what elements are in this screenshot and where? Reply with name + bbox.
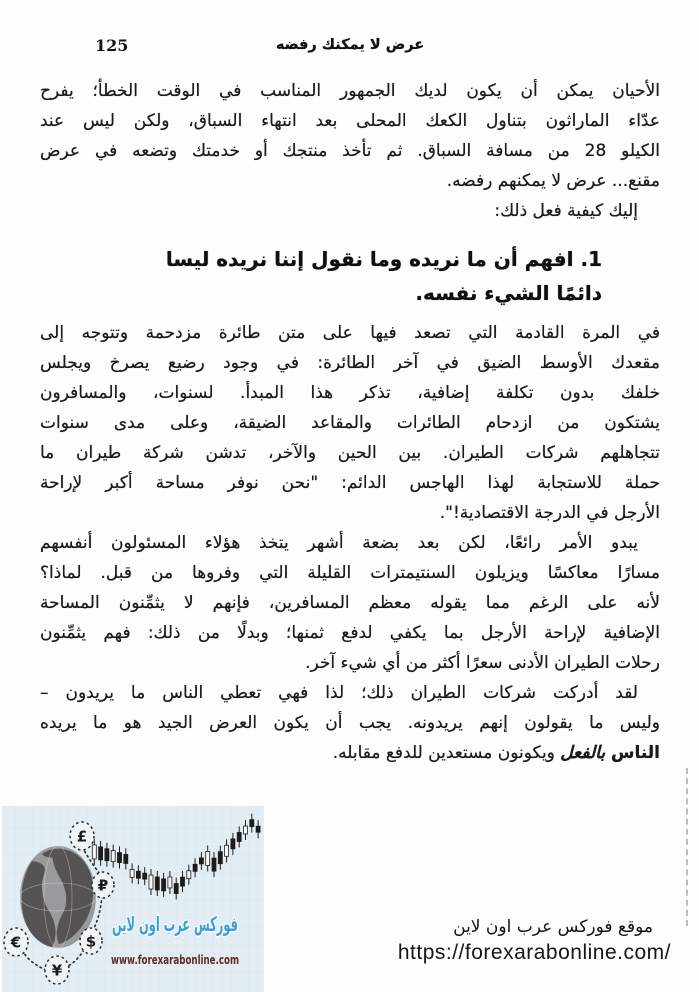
text-line: مقنع... عرض لا يمكنهم رفضه. xyxy=(446,171,660,191)
text-line: في المرة القادمة التي تصعد فيها على متن طائرة مزدحمة وتتوجه إلى xyxy=(40,323,660,343)
text-line: لأنه على الرغم مما يقوله معظم المسافرين، فإنهم لا يثمِّنون المساحة xyxy=(40,593,660,613)
text-line xyxy=(40,738,660,768)
svg-text:€: € xyxy=(10,933,22,952)
currency-badge-icon xyxy=(4,928,28,956)
watermark-url-text: www.forexarabonline.com xyxy=(111,952,239,967)
text-line: وليس ما يقولون إنهم يريدونه. يجب أن يكون العرض الجيد هو ما يريده xyxy=(40,713,660,733)
heading-line: 1. افهم أن ما نريده وما نقول إننا نريده ليسا xyxy=(165,247,602,271)
running-head-title: عرض لا يمكنك رفضه xyxy=(275,37,425,53)
text-line: خلفك بدون تكلفة إضافية، تذكر هذا المبدأ. لسنوات، والمسافرون xyxy=(40,383,660,403)
text-line: الكيلو 28 من مسافة السباق. ثم تأخذ منتجك أو خدمتك وتضعه في عرض xyxy=(40,141,660,161)
paragraph xyxy=(40,678,660,768)
section-heading xyxy=(40,242,660,310)
text-segment: بالفعل xyxy=(560,743,606,763)
currency-badge-icon xyxy=(45,956,69,984)
text-line: تتجاهلهم شركات الطيران. بين الحين والآخر، تدشن شركة طيران ما xyxy=(40,443,660,463)
text-line: حملة للاستجابة لهذا الهاجس الدائم: "نحن نوفر مساحة أكبر لإراحة xyxy=(40,473,660,493)
paragraph xyxy=(40,528,660,678)
svg-text:¥: ¥ xyxy=(51,961,63,980)
currency-badge-icon xyxy=(70,822,94,850)
currency-badge-icon xyxy=(92,872,114,898)
scan-fold-dashed-line xyxy=(686,768,688,926)
watermark-logo-text: فوركس عرب اون لاين xyxy=(112,912,238,936)
text-line: مقعدك الأوسط الضيق في آخر الطائرة: في وجود رضيع يصرخ ويجلس xyxy=(40,353,660,373)
footer-site-url: https://forexarabonline.com/ xyxy=(397,941,671,964)
text-segment: ويكونون مستعدين للدفع مقابله. xyxy=(332,743,561,763)
text-line: مسارًا معاكسًا ويزيلون السنتيمترات القليلة التي وفروها من قبل. لماذا؟ xyxy=(40,563,660,583)
text-line: الأرجل في الدرجة الاقتصادية!". xyxy=(439,503,660,523)
heading-line: دائمًا الشيء نفسه. xyxy=(415,281,602,305)
text-segment: الناس xyxy=(605,743,660,763)
text-line: لقد أدركت شركات الطيران ذلك؛ لذا فهي تعطي الناس ما يريدون – xyxy=(40,683,638,703)
paragraph xyxy=(40,196,660,226)
text-line: رحلات الطيران الأدنى سعرًا أكثر من أي شيء آخر. xyxy=(305,653,660,673)
text-line: يشتكون من ازدحام الطائرات والمقاعد الضيقة، وعلى مدى سنوات xyxy=(40,413,660,433)
text-line: إليك كيفية فعل ذلك: xyxy=(494,201,638,221)
text-line: الأحيان يمكن أن يكون لديك الجمهور المناسب في الوقت الخطأ؛ يفرح xyxy=(40,81,660,101)
forex-watermark-banner xyxy=(2,806,264,992)
body-text xyxy=(40,76,660,768)
svg-text:£: £ xyxy=(76,827,88,846)
page-number: 125 xyxy=(95,36,129,55)
text-line: الإضافية لإراحة الأرجل بما يكفي لدفع ثمنها؛ وبدلًا من ذلك: فهم يثمِّنون xyxy=(40,623,660,643)
paragraph xyxy=(40,76,660,196)
paragraph xyxy=(40,318,660,528)
text-line: عدّاء الماراثون بتناول الكعك المحلى بعد انتهاء السباق، ولكن ليس عند xyxy=(40,111,660,131)
currency-badge-icon xyxy=(80,928,102,954)
text-line: يبدو الأمر رائعًا، لكن بعد بضعة أشهر يتخذ هؤلاء المسئولون أنفسهم xyxy=(40,533,638,553)
svg-text:₽: ₽ xyxy=(97,876,109,895)
svg-text:$: $ xyxy=(85,932,97,951)
footer-site-name: موقع فوركس عرب اون لاين xyxy=(453,917,653,937)
